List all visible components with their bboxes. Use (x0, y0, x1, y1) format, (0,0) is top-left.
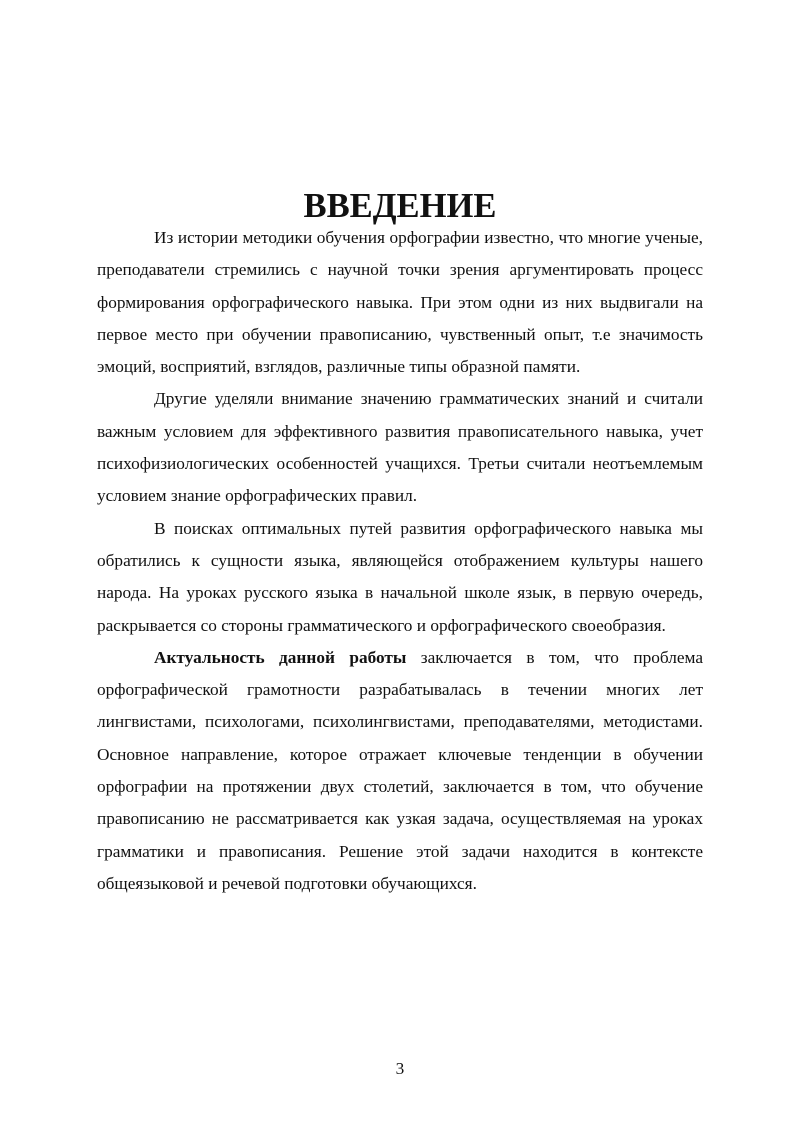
page-content (97, 187, 703, 900)
paragraph-3-text: В поисках оптимальных путей развития орфографического навыка мы обратились к сущности языка, являющейся отображением культуры нашего народа. На уроках русского языка в начальной школе язык, в первую очередь, раскрывается со стороны грамматического и орфографического своеобразия. (97, 518, 703, 635)
section-heading: ВВЕДЕНИЕ (303, 187, 497, 225)
paragraph-1-text: Из истории методики обучения орфографии известно, что многие ученые, преподаватели стремились с научной точки зрения аргументировать процесс формирования орфографического навыка. При этом одни из них выдвигали на первое место при обучении правописанию, чувственный опыт, т.е значимость эмоций, восприятий, взглядов, различные типы образной памяти. (97, 228, 703, 377)
paragraph-1 (97, 222, 703, 383)
page-number: 3 (395, 1059, 405, 1078)
paragraph-2-text: Другие уделяли внимание значению грамматических знаний и считали важным условием для эффективного развития правописательного навыка, учет психофизиологических особенностей учащихся. Третьи считали неотъемлемым условием знание орфографических правил. (97, 389, 703, 506)
paragraph-4 (97, 642, 703, 900)
paragraph-3 (97, 513, 703, 642)
paragraph-4-lead: Актуальность данной работы (154, 647, 407, 667)
paragraph-4-text: заключается в том, что проблема орфографической грамотности разрабатывалась в течении многих лет лингвистами, психологами, психолингвистами, преподавателями, методистами. Основное направление, которое отражает ключевые тенденции в обучении орфографии на протяжении двух столетий, заключается в том, что обучение правописанию не рассматривается как узкая задача, осуществляемая на уроках грамматики и правописания. Решение этой задачи находится в контексте общеязыковой и речевой подготовки обучающихся. (97, 647, 703, 893)
paragraph-2 (97, 383, 703, 512)
